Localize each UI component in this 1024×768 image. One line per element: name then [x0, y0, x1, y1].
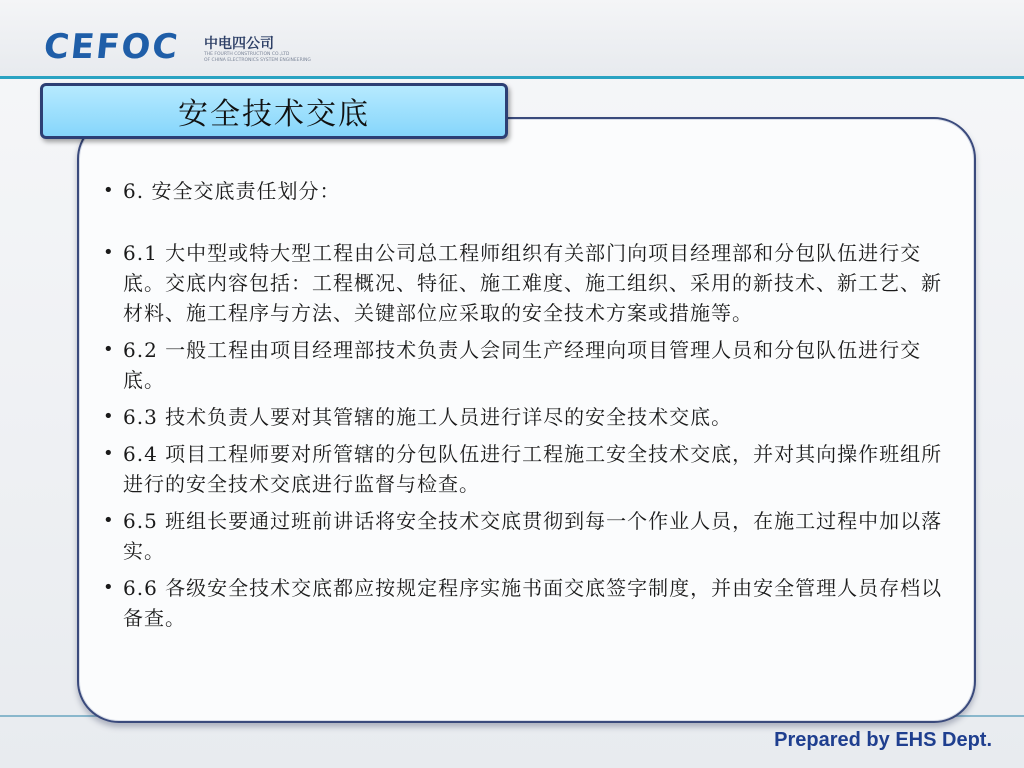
bullet-item	[103, 335, 948, 395]
bullet-dot: •	[103, 577, 115, 598]
bullet-text: 6.2 一般工程由项目经理部技术负责人会同生产经理向项目管理人员和分包队伍进行交底。	[123, 338, 922, 392]
bullet-item	[103, 402, 948, 432]
header-divider	[0, 76, 1024, 79]
bullet-text: 6.4 项目工程师要对所管辖的分包队伍进行工程施工安全技术交底，并对其向操作班组所进行的安全技术交底进行监督与检查。	[123, 442, 943, 496]
logo-wordmark: CEFOC	[41, 27, 182, 67]
company-name-en-line1: THE FOURTH CONSTRUCTION CO.,LTD	[204, 52, 290, 57]
company-name-en	[204, 52, 311, 64]
bullet-text: 6.6 各级安全技术交底都应按规定程序实施书面交底签字制度，并由安全管理人员存档以备查。	[123, 576, 943, 630]
bullet-text: 6.3 技术负责人要对其管辖的施工人员进行详尽的安全技术交底。	[123, 405, 733, 429]
slide-title: 安全技术交底	[178, 97, 370, 132]
company-name-cn: 中电四公司	[204, 36, 274, 52]
bullet-item	[103, 238, 948, 328]
bullet-text: 6.1 大中型或特大型工程由公司总工程师组织有关部门向项目经理部和分包队伍进行交底。交底内容包括：工程概况、特征、施工难度、施工组织、采用的新技术、新工艺、新材料、施工程序与方法、关键部位应采取的安全技术方案或措施等。	[123, 241, 942, 325]
bullet-text: 6. 安全交底责任划分：	[123, 179, 341, 203]
bullet-list	[103, 176, 948, 633]
footer-prepared-by: Prepared by EHS Dept.	[774, 729, 992, 751]
bullet-item	[103, 439, 948, 499]
bullet-item	[103, 573, 948, 633]
bullet-dot: •	[103, 443, 115, 464]
bullet-item	[103, 506, 948, 566]
company-name-en-line2: OF CHINA ELECTRONICS SYSTEM ENGINEERING	[204, 58, 311, 63]
bullet-dot: •	[103, 510, 115, 531]
bullet-text: 6.5 班组长要通过班前讲话将安全技术交底贯彻到每一个作业人员，在施工过程中加以落实。	[123, 509, 943, 563]
bullet-item	[103, 176, 948, 206]
bullet-dot: •	[103, 242, 115, 263]
bullet-dot: •	[103, 406, 115, 427]
bullet-dot: •	[103, 339, 115, 360]
bullet-dot: •	[103, 180, 115, 201]
slide-header	[0, 0, 1024, 78]
slide-title-box	[40, 83, 508, 139]
